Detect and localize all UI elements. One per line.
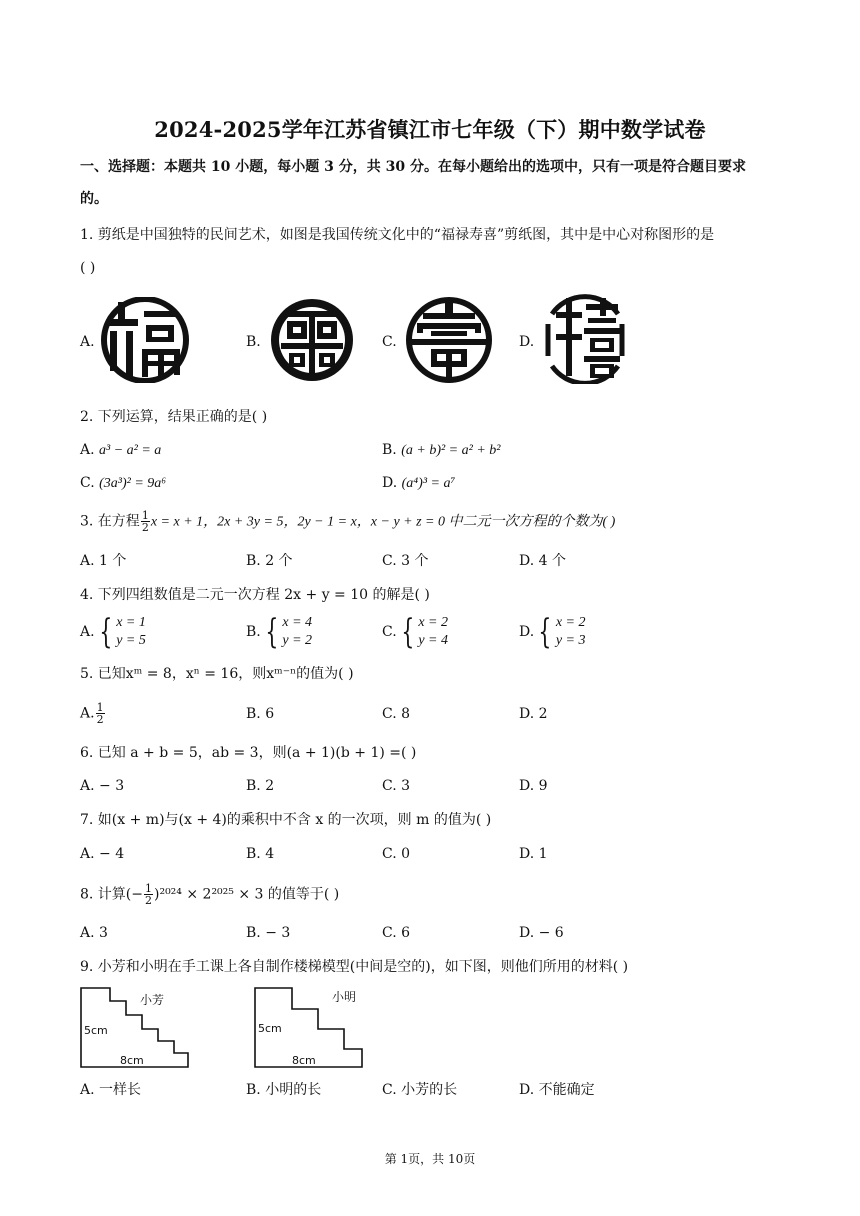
page-footer: 第 1页，共 10页 — [384, 1152, 476, 1166]
q5-option-c: C. 8 — [382, 706, 411, 722]
q9-option-b: B. 小明的长 — [246, 1082, 322, 1098]
q5-option-a — [80, 702, 106, 725]
q5-option-d: D. 2 — [519, 706, 548, 722]
q8-stem-post: )²⁰²⁴ × 2²⁰²⁵ × 3 的值等于( ) — [154, 886, 340, 903]
system-line-1: x = 2 — [418, 615, 448, 630]
system-line-2: y = 5 — [116, 633, 146, 648]
q3-stem — [80, 510, 615, 533]
q6-option-c: C. 3 — [382, 778, 411, 794]
q2-option-a-label: A. — [80, 442, 95, 458]
xi-papercut-image — [538, 294, 632, 384]
q3-option-a: A. 1 个 — [80, 553, 127, 569]
xiaofang-width-label: 8cm — [120, 1054, 144, 1067]
fraction-denominator: 2 — [145, 894, 152, 907]
system-line-1: x = 1 — [116, 615, 146, 630]
q2-stem: 2. 下列运算，结果正确的是( ) — [80, 409, 268, 425]
xiaofang-name-label: 小芳 — [140, 993, 165, 1007]
fu-papercut-image — [100, 297, 190, 383]
xiaoming-height-label: 5cm — [258, 1022, 282, 1035]
q4-option-a — [80, 614, 146, 650]
q2-option-c — [80, 474, 166, 493]
shou-papercut-image — [403, 297, 495, 383]
q1-option-c-label: C. — [382, 334, 397, 350]
q9-option-c: C. 小芳的长 — [382, 1082, 458, 1098]
fraction-numerator: 1 — [96, 701, 104, 714]
q2-option-b — [382, 441, 500, 460]
equation-system: { x = 2 y = 3 — [538, 612, 586, 652]
equation-system: { x = 1 y = 5 — [98, 612, 146, 652]
q9-option-d: D. 不能确定 — [519, 1082, 595, 1098]
q8-stem — [80, 883, 339, 906]
q4-stem: 4. 下列四组数值是二元一次方程 2x + y = 10 的解是( ) — [80, 587, 430, 603]
q8-option-a: A. 3 — [80, 925, 108, 941]
q2-option-a-expr: a³ − a² = a — [99, 443, 162, 458]
q4-option-d — [519, 614, 586, 650]
q2-option-d-expr: (a⁴)³ = a⁷ — [401, 476, 456, 491]
system-line-2: y = 2 — [282, 633, 313, 648]
page-title: 2024-2025学年江苏省镇江市七年级（下）期中数学试卷 — [154, 117, 706, 142]
system-line-1: x = 4 — [282, 615, 313, 630]
q3-option-c: C. 3 个 — [382, 553, 429, 569]
q5-option-a-label: A. — [80, 705, 95, 722]
q8-option-d: D. − 6 — [519, 925, 564, 941]
q3-stem-post: x = x + 1，2x + 3y = 5，2y − 1 = x，x − y + z = 0 中二元一次方程的个数为( ) — [150, 514, 616, 530]
q6-stem: 6. 已知 a + b = 5，ab = 3，则(a + 1)(b + 1) =( ) — [80, 745, 417, 761]
q2-option-a — [80, 441, 161, 460]
q4-option-c-label: C. — [382, 624, 397, 640]
q6-option-a: A. − 3 — [80, 778, 125, 794]
q2-option-d-label: D. — [382, 475, 398, 491]
fraction-numerator: 1 — [145, 882, 152, 895]
q4-option-d-label: D. — [519, 624, 535, 640]
q9-option-a: A. 一样长 — [80, 1082, 142, 1098]
system-line-2: y = 3 — [555, 633, 586, 648]
system-line-2: y = 4 — [418, 633, 448, 648]
xiaoming-staircase-figure — [252, 985, 368, 1071]
q8-option-b: B. − 3 — [246, 925, 291, 941]
xiaofang-staircase-figure — [78, 985, 192, 1071]
q3-fraction — [141, 510, 150, 533]
q7-stem: 7. 如(x + m)与(x + 4)的乘积中不含 x 的一次项，则 m 的值为( ) — [80, 812, 492, 828]
q5-stem: 5. 已知xᵐ = 8，xⁿ = 16，则xᵐ⁻ⁿ的值为( ) — [80, 666, 354, 682]
q5-option-b: B. 6 — [246, 706, 275, 722]
equation-system: { x = 2 y = 4 — [401, 612, 448, 652]
system-line-1: x = 2 — [555, 615, 586, 630]
xiaofang-height-label: 5cm — [84, 1024, 108, 1037]
q1-stem-line1: 1. 剪纸是中国独特的民间艺术，如图是我国传统文化中的“福禄寿喜”剪纸图，其中是中心对称图形的是 — [80, 227, 715, 243]
q7-option-c: C. 0 — [382, 846, 411, 862]
q1-option-a-label: A. — [80, 334, 95, 350]
q5-option-a-fraction — [96, 702, 105, 725]
q1-option-b-label: B. — [246, 334, 261, 350]
q6-option-b: B. 2 — [246, 778, 275, 794]
q3-stem-pre: 3. 在方程 — [80, 513, 140, 530]
q4-option-a-label: A. — [80, 624, 95, 640]
q9-stem: 9. 小芳和小明在手工课上各自制作楼梯模型(中间是空的)，如下图，则他们所用的材料( ) — [80, 959, 629, 975]
q2-option-d — [382, 474, 455, 493]
q8-fraction — [144, 883, 153, 906]
q7-option-b: B. 4 — [246, 846, 275, 862]
q4-option-b-label: B. — [246, 624, 261, 640]
q7-option-a: A. − 4 — [80, 846, 125, 862]
q3-fraction-denominator: 2 — [141, 521, 149, 534]
q1-stem-line2: ( ) — [80, 260, 96, 276]
q2-option-b-expr: (a + b)² = a² + b² — [401, 443, 501, 458]
q8-stem-pre: 8. 计算(− — [80, 886, 143, 903]
q2-option-c-expr: (3a³)² = 9a⁶ — [99, 476, 167, 491]
q3-option-d: D. 4 个 — [519, 553, 566, 569]
xiaoming-width-label: 8cm — [292, 1054, 316, 1067]
q3-fraction-numerator: 1 — [141, 509, 149, 522]
q2-option-c-label: C. — [80, 475, 95, 491]
q4-option-c — [382, 614, 448, 650]
q1-option-d-label: D. — [519, 334, 535, 350]
q4-option-b — [246, 614, 312, 650]
equation-system: { x = 4 y = 2 — [265, 612, 313, 652]
q2-option-b-label: B. — [382, 442, 397, 458]
fraction-denominator: 2 — [96, 713, 104, 726]
section-heading-line2: 的。 — [80, 191, 108, 207]
q3-option-b: B. 2 个 — [246, 553, 293, 569]
section-heading-line1: 一、选择题：本题共 10 小题，每小题 3 分，共 30 分。在每小题给出的选项中，只有一项是符合题目要求 — [80, 159, 746, 175]
lu-papercut-image — [267, 297, 357, 383]
q6-option-d: D. 9 — [519, 778, 548, 794]
q7-option-d: D. 1 — [519, 846, 548, 862]
xiaoming-name-label: 小明 — [332, 990, 357, 1004]
q8-option-c: C. 6 — [382, 925, 411, 941]
